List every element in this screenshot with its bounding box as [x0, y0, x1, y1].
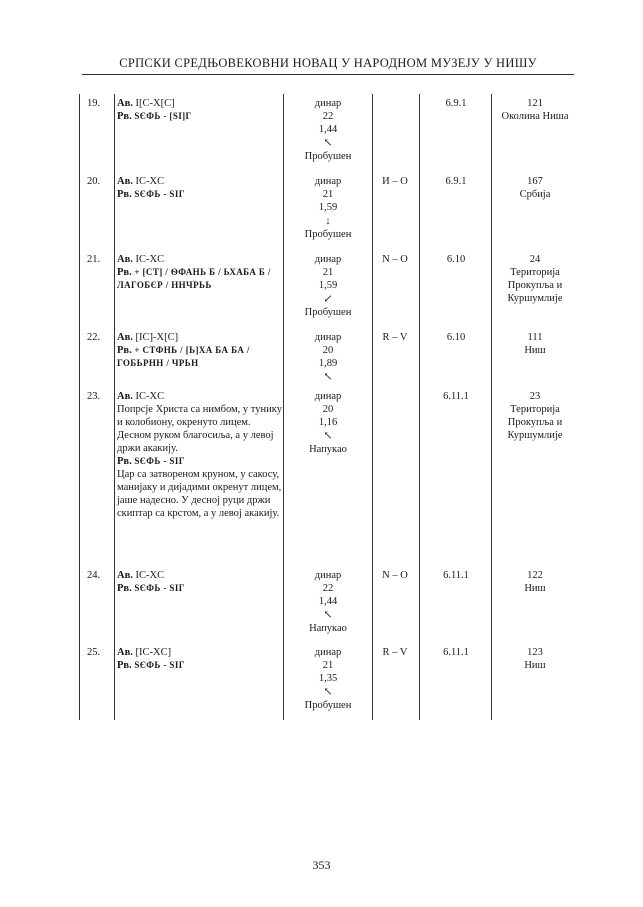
reverse-legend: ЅЄФЬ - ЅIГ: [134, 189, 185, 199]
type-reference: 6.9.1: [445, 176, 467, 187]
obverse-legend: IC-XC: [135, 176, 165, 187]
catalog-table: [79, 94, 577, 720]
condition-note: Пробушен: [304, 700, 352, 711]
find-place: Околина Ниша: [501, 111, 569, 122]
inventory-number: 167: [527, 176, 543, 187]
page-header: СРПСКИ СРЕДЊОВЕКОВНИ НОВАЦ У НАРОДНОМ МУЗЕЈУ У НИШУ: [119, 56, 537, 70]
obverse-line: Ав. IC-XC: [117, 570, 165, 581]
catalog-number: 19.: [87, 98, 101, 109]
weight-value: 21: [322, 267, 334, 278]
coin-data: [285, 97, 371, 163]
catalog-number: 25.: [87, 647, 101, 658]
reverse-line: Рв. ЅЄФЬ - ЅIГ: [117, 660, 185, 671]
condition-note: Пробушен: [304, 151, 352, 162]
inventory-number: 122: [527, 570, 543, 581]
header-rule: [82, 74, 574, 75]
direction-code: R – V: [382, 332, 408, 343]
reverse-legend: ЅЄФЬ - [ЅI]Г: [134, 111, 192, 121]
denomination: динар: [314, 570, 342, 581]
reverse-legend: + [СТ] / ѲФАНЬ Б / ЬХАБА Б / ЛАГОБЄР / ННЧРЬЬ: [117, 267, 271, 290]
obverse-legend: IC-XC: [135, 254, 165, 265]
coin-description: [117, 390, 282, 520]
reverse-description: Цар са затвореном круном, у сакосу, манијаку и дијадими окренут лицем, јаше надесно. У десној руци држи скиптар са крстом, а у левој акакију.: [117, 469, 282, 519]
obverse-legend: IC-XC: [135, 570, 165, 581]
obverse-line: Ав. [IC-XC]: [117, 647, 172, 658]
catalog-number: 20.: [87, 176, 101, 187]
page-number: 353: [312, 858, 331, 872]
find-place: Прокупља и: [507, 417, 563, 428]
obverse-legend: [IC-XC]: [135, 647, 172, 658]
inventory-number: 111: [527, 332, 543, 343]
coin-data: [285, 569, 371, 635]
weight-value: 1,44: [318, 596, 338, 607]
reverse-line: Рв. ЅЄФЬ - [ЅI]Г: [117, 111, 192, 122]
find-place: Територија: [510, 267, 560, 278]
coin-description: [117, 331, 282, 370]
weight-value: 1,44: [318, 124, 338, 135]
reverse-line: Рв. + [СТ] / ѲФАНЬ Б / ЬХАБА Б / ЛАГОБЄР / ННЧРЬЬ: [117, 267, 271, 290]
inventory-number: 121: [527, 98, 543, 109]
weight-value: 21: [322, 189, 334, 200]
weight-value: 1,35: [318, 673, 338, 684]
obverse-line: Ав. [IC]-X[C]: [117, 332, 179, 343]
die-axis-arrow-icon: ↖: [323, 137, 333, 149]
obverse-line: Ав. IC-XC: [117, 391, 165, 402]
find-info: [493, 253, 577, 305]
table-rule: [114, 94, 115, 720]
coin-description: [117, 175, 282, 201]
denomination: динар: [314, 254, 342, 265]
type-reference: 6.9.1: [445, 98, 467, 109]
reverse-legend: + СТФНЬ / [Ь]ХА БА БА / ГОБЬРНН / ЧРЬН: [117, 345, 250, 368]
find-info: [493, 390, 577, 442]
weight-value: 21: [322, 660, 334, 671]
weight-value: 1,16: [318, 417, 338, 428]
coin-description: [117, 97, 282, 123]
coin-data: [285, 390, 371, 456]
inventory-number: 23: [529, 391, 541, 402]
table-rule: [419, 94, 420, 720]
type-reference: 6.11.1: [443, 570, 469, 581]
die-axis-arrow-icon: ↖: [323, 686, 333, 698]
weight-value: 22: [322, 583, 334, 594]
weight-value: 1,89: [318, 358, 338, 369]
denomination: динар: [314, 176, 342, 187]
weight-value: 22: [322, 111, 334, 122]
table-rule: [283, 94, 284, 720]
find-info: [493, 569, 577, 595]
reverse-line: Рв. ЅЄФЬ - ЅIГ: [117, 189, 185, 200]
denomination: динар: [314, 332, 342, 343]
inventory-number: 24: [529, 254, 541, 265]
condition-note: Пробушен: [304, 307, 352, 318]
type-reference: 6.11.1: [443, 391, 469, 402]
find-place: Србија: [519, 189, 551, 200]
type-reference: 6.10: [446, 254, 466, 265]
obverse-legend: [IC]-X[C]: [135, 332, 179, 343]
denomination: динар: [314, 98, 342, 109]
reverse-legend: ЅЄФЬ - ЅIГ: [134, 456, 185, 466]
reverse-legend: ЅЄФЬ - ЅIГ: [134, 660, 185, 670]
obverse-legend: IC-XC: [135, 391, 165, 402]
reverse-line: Рв. + СТФНЬ / [Ь]ХА БА БА / ГОБЬРНН / ЧРЬН: [117, 345, 250, 368]
coin-data: [285, 646, 371, 712]
coin-description: [117, 569, 282, 595]
coin-data: [285, 253, 371, 319]
reverse-line: Рв. ЅЄФЬ - ЅIГ: [117, 583, 185, 594]
obverse-line: Ав. I[C-X[C]: [117, 98, 175, 109]
direction-code: N – O: [382, 570, 408, 581]
catalog-number: 21.: [87, 254, 101, 265]
weight-value: 20: [322, 404, 334, 415]
die-axis-arrow-icon: ↖: [323, 430, 333, 442]
inventory-number: 123: [527, 647, 543, 658]
denomination: динар: [314, 647, 342, 658]
find-info: [493, 97, 577, 123]
die-axis-arrow-icon: ↖: [323, 371, 333, 383]
table-rule: [491, 94, 492, 720]
direction-code: R – V: [382, 647, 408, 658]
type-reference: 6.11.1: [443, 647, 469, 658]
direction-code: N – O: [382, 254, 408, 265]
coin-description: [117, 646, 282, 672]
find-place: Ниш: [524, 583, 546, 594]
reverse-line: Рв. ЅЄФЬ - ЅIГ: [117, 456, 185, 467]
type-reference: 6.10: [446, 332, 466, 343]
find-place: Куршумлије: [507, 293, 563, 304]
coin-description: [117, 253, 282, 292]
weight-value: 1,59: [318, 202, 338, 213]
die-axis-arrow-icon: ↙: [323, 293, 333, 305]
obverse-legend: I[C-X[C]: [135, 98, 175, 109]
obverse-line: Ав. IC-XC: [117, 254, 165, 265]
condition-note: Напукао: [309, 623, 347, 634]
find-info: [493, 646, 577, 672]
obverse-description: Попрсје Христа са нимбом, у тунику и колобиону, окренуто лицем. Десном руком благосиља, а у левој држи акакију.: [117, 404, 282, 454]
catalog-number: 22.: [87, 332, 101, 343]
find-info: [493, 331, 577, 357]
obverse-line: Ав. IC-XC: [117, 176, 165, 187]
find-info: [493, 175, 577, 201]
weight-value: 20: [322, 345, 334, 356]
catalog-number: 23.: [87, 391, 101, 402]
find-place: Прокупља и: [507, 280, 563, 291]
find-place: Куршумлије: [507, 430, 563, 441]
denomination: динар: [314, 391, 342, 402]
find-place: Ниш: [524, 345, 546, 356]
find-place: Ниш: [524, 660, 546, 671]
reverse-legend: ЅЄФЬ - ЅIГ: [134, 583, 185, 593]
condition-note: Пробушен: [304, 229, 352, 240]
weight-value: 1,59: [318, 280, 338, 291]
table-rule: [372, 94, 373, 720]
find-place: Територија: [510, 404, 560, 415]
catalog-number: 24.: [87, 570, 101, 581]
coin-data: [285, 175, 371, 241]
direction-code: И – О: [382, 176, 408, 187]
die-axis-arrow-icon: ↖: [323, 609, 333, 621]
table-rule: [79, 94, 80, 720]
die-axis-arrow-icon: ↓: [325, 215, 331, 227]
condition-note: Напукао: [309, 444, 347, 455]
coin-data: [285, 331, 371, 384]
